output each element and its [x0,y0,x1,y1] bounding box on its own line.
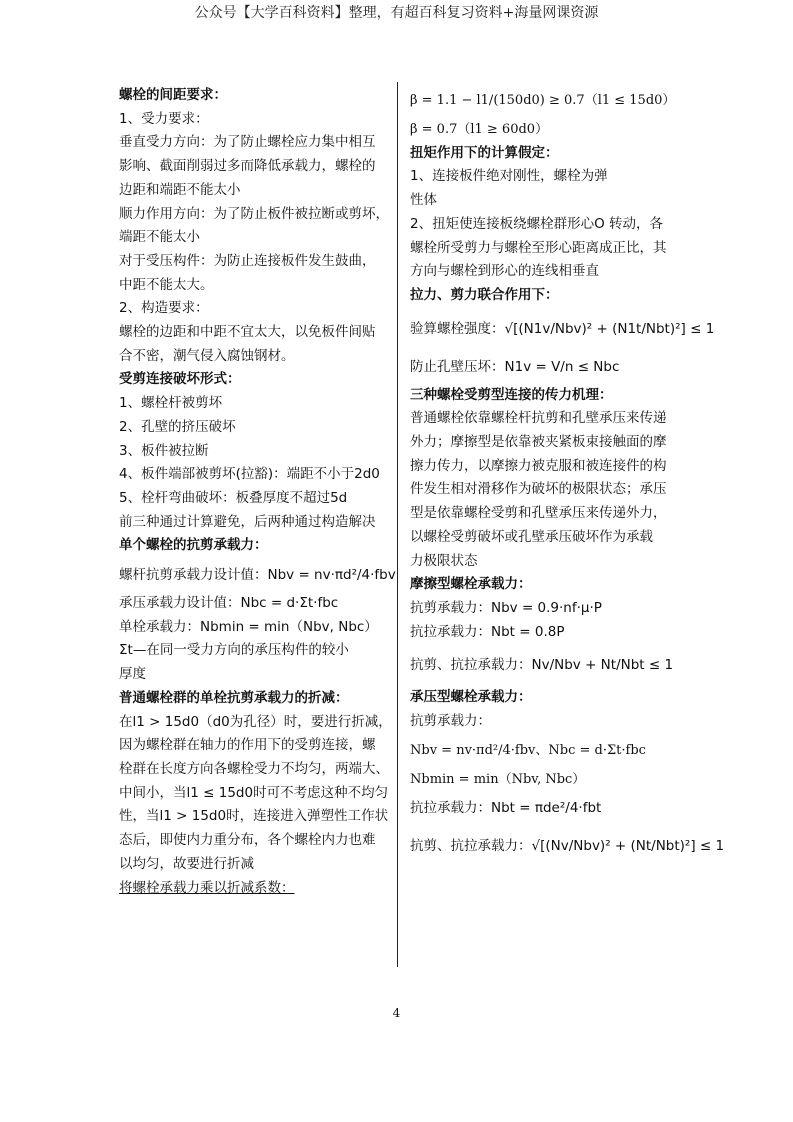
right-line: 承压型螺栓承载力： [410,689,532,706]
right-line: 抗拉承载力：Nbt = 0.8P [410,623,565,640]
right-line: 2、扭矩使连接板绕螺栓群形心O 转动，各 [410,215,664,232]
left-line: 1、受力要求： [119,110,209,127]
left-line: 4、板件端部被剪坏(拉豁)：端距不小于2d0 [119,466,380,483]
left-line: 影响、截面削弱过多而降低承载力，螺栓的 [119,158,376,175]
left-line: 顺力作用方向：为了防止板件被拉断或剪坏， [119,205,389,222]
left-line: 对于受压构件：为防止连接板件发生鼓曲， [119,252,376,269]
left-line: 垂直受力方向：为了防止螺栓应力集中相互 [119,134,376,151]
left-line: 普通螺栓群的单栓抗剪承载力的折减： [119,689,349,706]
left-line: 前三种通过计算避免，后两种通过构造解决 [119,513,376,530]
left-line: 态后，即使内力重分布，各个螺栓内力也难 [119,832,376,849]
left-line: 端距不能太小 [119,229,200,246]
left-line: 2、孔壁的挤压破坏 [119,418,236,435]
right-column [410,84,725,867]
left-line: 单个螺栓的抗剪承载力： [119,537,268,554]
left-line: 以均匀，故要进行折减 [119,855,254,872]
right-line: 性体 [410,192,437,209]
left-line: 边距和端距不能太小 [119,181,241,198]
left-line: 单栓承载力：Nbmin = min（Nbv, Nbc） [119,618,378,635]
left-line: 承压承载力设计值：Nbc = d·Σt·fbc [119,595,339,612]
right-line: 抗剪、抗拉承载力：√[(Nv/Nbv)² + (Nt/Nbt)²] ≤ 1 [410,838,725,855]
left-column [119,84,396,900]
left-line: 螺杆抗剪承载力设计值：Nbv = nv·πd²/4·fbv [119,567,396,584]
right-line: 拉力、剪力联合作用下： [410,286,559,303]
column-divider [397,82,398,967]
right-line: 验算螺栓强度：√[(N1v/Nbv)² + (N1t/Nbt)²] ≤ 1 [410,320,715,337]
left-line: 中间小，当l1 ≤ 15d0时可不考虑这种不均匀 [119,784,389,801]
left-line: 3、板件被拉断 [119,442,209,459]
left-line: 在l1 > 15d0（d0为孔径）时，要进行折减， [119,713,392,730]
left-line: 将螺栓承载力乘以折减系数： [119,879,295,896]
right-line: 力极限状态 [410,552,478,569]
page-number: 4 [392,1006,401,1020]
right-line: 方向与螺栓到形心的连线相垂直 [410,263,599,280]
left-line: 厚度 [119,666,146,683]
right-line: 摩擦型螺栓承载力： [410,576,532,593]
right-line: 普通螺栓依靠螺栓杆抗剪和孔壁承压来传递 [410,410,667,427]
right-line: β = 1.1 − l1/(150d0) ≥ 0.7（l1 ≤ 15d0） [410,93,676,108]
right-line: 扭矩作用下的计算假定： [410,144,559,161]
right-line: 三种螺栓受剪型连接的传力机理： [410,386,613,403]
left-line: 因为螺栓群在轴力的作用下的受剪连接，螺 [119,737,376,754]
right-line: 型是依靠螺栓受剪和孔壁承压来传递外力， [410,505,667,522]
left-line: 栓群在长度方向各螺栓受力不均匀，两端大、 [119,760,389,777]
right-line: 抗拉承载力：Nbt = πde²/4·fbt [410,800,602,817]
right-line: 擦力传力，以摩擦力被克服和被连接件的构 [410,457,667,474]
right-line: 抗剪承载力：Nbv = 0.9·nf·μ·P [410,599,602,616]
right-line: Nbv = nv·πd²/4·fbv、Nbc = d·Σt·fbc [410,742,646,758]
right-line: 抗剪承载力： [410,713,491,730]
right-line: 防止孔壁压坏：N1v = V/n ≤ Nbc [410,358,620,375]
right-line: 螺栓所受剪力与螺栓至形心距离成正比，其 [410,239,667,256]
right-line: 以螺栓受剪破坏或孔壁承压破坏作为承载 [410,528,653,545]
left-line: 2、构造要求： [119,300,209,317]
left-line: 1、螺栓杆被剪坏 [119,395,223,412]
right-line: 1、连接板件绝对刚性，螺栓为弹 [410,168,608,185]
left-line: 合不密，潮气侵入腐蚀钢材。 [119,347,295,364]
left-line: 性，当l1 > 15d0时，连接进入弹塑性工作状 [119,808,389,825]
right-line: 抗剪、抗拉承载力：Nv/Nbv + Nt/Nbt ≤ 1 [410,657,674,674]
left-line: 螺栓的边距和中距不宜太大，以免板件间贴 [119,324,376,341]
left-line: 中距不能太大。 [119,276,214,293]
left-line: Σt—在同一受力方向的承压构件的较小 [119,642,349,659]
page-header: 公众号【大学百科资料】整理，有超百科复习资料+海量网课资源 [194,5,599,21]
right-line: Nbmin = min（Nbv, Nbc） [410,771,586,787]
left-line: 受剪连接破坏形式： [119,371,241,388]
right-line: 外力；摩擦型是依靠被夹紧板束接触面的摩 [410,434,667,451]
left-line: 5、栓杆弯曲破坏：板叠厚度不超过5d [119,489,348,506]
right-line: 件发生相对滑移作为破坏的极限状态；承压 [410,481,667,498]
right-line: β = 0.7（l1 ≥ 60d0） [410,122,549,137]
left-line: 螺栓的间距要求： [119,87,227,103]
